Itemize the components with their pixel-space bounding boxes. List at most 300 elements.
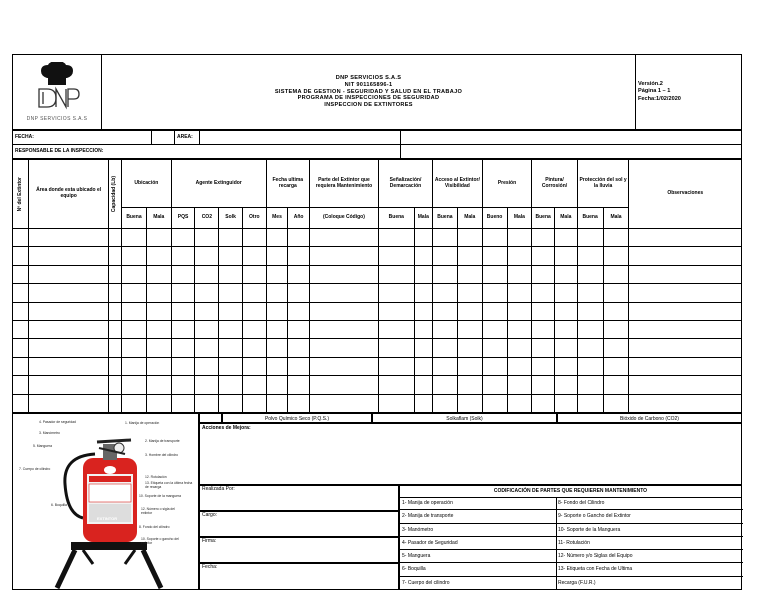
inspection-cell[interactable] [555, 284, 578, 302]
coding-item: 7- Cuerpo del cilindro [402, 579, 450, 586]
inspection-cell[interactable] [109, 357, 122, 375]
inspection-cell[interactable] [603, 376, 629, 394]
inspection-cell[interactable] [29, 265, 109, 283]
inspection-cell[interactable] [109, 284, 122, 302]
inspection-cell[interactable] [577, 357, 603, 375]
inspection-cell[interactable] [109, 376, 122, 394]
inspection-cell[interactable] [507, 284, 532, 302]
inspection-cell[interactable] [457, 302, 482, 320]
inspection-cell[interactable] [507, 357, 532, 375]
inspection-cell[interactable] [457, 247, 482, 265]
inspection-cell[interactable] [507, 229, 532, 247]
inspection-cell[interactable] [379, 284, 415, 302]
inspection-cell[interactable] [122, 247, 147, 265]
inspection-cell[interactable] [457, 284, 482, 302]
sub-codigo: (Coloque Código) [309, 208, 378, 229]
inspection-cell[interactable] [457, 357, 482, 375]
inspection-cell[interactable] [414, 339, 432, 357]
inspection-cell[interactable] [532, 376, 555, 394]
inspection-cell[interactable] [109, 320, 122, 338]
inspection-cell[interactable] [414, 265, 432, 283]
page-label: Página 1 – 1 [638, 88, 671, 95]
sub-presion-mala: Mala [507, 208, 532, 229]
inspection-cell[interactable] [288, 357, 310, 375]
inspection-cell[interactable] [577, 265, 603, 283]
inspection-cell[interactable] [555, 247, 578, 265]
col-parte: Parte del Extintor que requiera Mantenimiento [309, 160, 378, 208]
fecha-firma-field[interactable]: Fecha: [199, 563, 399, 590]
inspection-cell[interactable] [482, 320, 507, 338]
inspection-sheet [12, 54, 742, 590]
inspection-row [13, 302, 742, 320]
inspection-cell[interactable] [288, 284, 310, 302]
inspection-cell[interactable] [555, 229, 578, 247]
col-ubicacion: Ubicación [122, 160, 172, 208]
coding-item: Recarga (F.U.R.) [558, 579, 596, 586]
inspection-cell[interactable] [577, 302, 603, 320]
inspection-cell[interactable] [122, 357, 147, 375]
version-label: Versión.2 [638, 81, 663, 88]
coding-item: 4- Pasador de Seguridad [400, 537, 556, 550]
inspection-grid [12, 159, 742, 413]
inspection-cell[interactable] [629, 302, 742, 320]
inspection-cell[interactable] [603, 302, 629, 320]
inspection-row [13, 247, 742, 265]
inspection-cell[interactable] [532, 357, 555, 375]
inspection-cell[interactable] [122, 320, 147, 338]
inspection-cell[interactable] [171, 284, 195, 302]
inspection-cell[interactable] [13, 339, 29, 357]
inspection-cell[interactable] [146, 339, 171, 357]
inspection-cell[interactable] [13, 320, 29, 338]
inspection-cell[interactable] [379, 265, 415, 283]
inspection-cell[interactable] [507, 376, 532, 394]
inspection-cell[interactable] [122, 302, 147, 320]
inspection-cell[interactable] [146, 229, 171, 247]
inspection-cell[interactable] [414, 357, 432, 375]
inspection-cell[interactable] [195, 357, 219, 375]
inspection-cell[interactable] [433, 247, 458, 265]
coding-right-list [556, 497, 743, 590]
inspection-cell[interactable] [242, 320, 266, 338]
inspection-cell[interactable] [532, 302, 555, 320]
inspection-cell[interactable] [13, 265, 29, 283]
sub-otro: Otro [242, 208, 266, 229]
inspection-cell[interactable] [109, 339, 122, 357]
inspection-cell[interactable] [266, 357, 288, 375]
inspection-cell[interactable] [577, 229, 603, 247]
inspection-cell[interactable] [433, 320, 458, 338]
col-proteccion: Protección del sol y la lluvia [577, 160, 629, 208]
inspection-cell[interactable] [266, 284, 288, 302]
inspection-cell[interactable] [629, 229, 742, 247]
date-label: Fecha:1/02/2020 [638, 95, 681, 102]
inspection-cell[interactable] [433, 229, 458, 247]
inspection-cell[interactable] [242, 265, 266, 283]
inspection-cell[interactable] [603, 229, 629, 247]
inspection-cell[interactable] [13, 229, 29, 247]
inspection-cell[interactable] [122, 229, 147, 247]
col-area: Área donde esta ubicado el equipo [29, 160, 109, 229]
inspection-cell[interactable] [195, 394, 219, 412]
inspection-row [13, 320, 742, 338]
inspection-cell[interactable] [309, 376, 378, 394]
inspection-cell[interactable] [219, 265, 243, 283]
fecha-label: FECHA: [13, 131, 152, 145]
inspection-cell[interactable] [532, 339, 555, 357]
inspection-cell[interactable] [532, 284, 555, 302]
inspection-cell[interactable] [482, 357, 507, 375]
inspection-cell[interactable] [379, 320, 415, 338]
inspection-cell[interactable] [219, 284, 243, 302]
inspection-cell[interactable] [146, 376, 171, 394]
coding-item: 13- Etiqueta con Fecha de Ultima [556, 563, 743, 576]
inspection-cell[interactable] [457, 394, 482, 412]
sub-pintura-mala: Mala [555, 208, 578, 229]
inspection-cell[interactable] [603, 265, 629, 283]
inspection-cell[interactable] [629, 320, 742, 338]
inspection-cell[interactable] [219, 247, 243, 265]
label-hombre-cilindro: 3. Hombre del cilindro [145, 452, 178, 457]
coding-item: 8- Fondo del Cilindro [556, 497, 743, 510]
inspection-cell[interactable] [109, 229, 122, 247]
inspection-cell[interactable] [195, 229, 219, 247]
inspection-cell[interactable] [122, 376, 147, 394]
firma-field[interactable]: Firma: [199, 537, 399, 563]
inspection-cell[interactable] [122, 265, 147, 283]
inspection-cell[interactable] [29, 357, 109, 375]
inspection-cell[interactable] [195, 302, 219, 320]
inspection-cell[interactable] [555, 394, 578, 412]
inspection-cell[interactable] [122, 284, 147, 302]
inspection-cell[interactable] [288, 247, 310, 265]
inspection-cell[interactable] [309, 357, 378, 375]
inspection-cell[interactable] [266, 320, 288, 338]
inspection-cell[interactable] [171, 357, 195, 375]
logo-cell [13, 55, 102, 130]
inspection-cell[interactable] [433, 339, 458, 357]
inspection-cell[interactable] [482, 229, 507, 247]
chef-hat-logo-icon [27, 62, 87, 116]
inspection-cell[interactable] [146, 394, 171, 412]
inspection-cell[interactable] [171, 376, 195, 394]
col-observaciones: Observaciones [629, 160, 742, 229]
inspection-cell[interactable] [379, 247, 415, 265]
inspection-cell[interactable] [433, 284, 458, 302]
inspection-cell[interactable] [219, 376, 243, 394]
inspection-cell[interactable] [603, 357, 629, 375]
inspection-cell[interactable] [577, 394, 603, 412]
coding-item: 9- Soporte o Gancho del Extintor [556, 510, 743, 523]
inspection-row [13, 357, 742, 375]
inspection-cell[interactable] [577, 339, 603, 357]
inspection-cell[interactable] [532, 247, 555, 265]
label-manguera: 5. Manguera [33, 443, 53, 448]
inspection-cell[interactable] [507, 302, 532, 320]
inspection-cell[interactable] [577, 320, 603, 338]
inspection-cell[interactable] [507, 265, 532, 283]
inspection-cell[interactable] [242, 339, 266, 357]
legend-co2: Bióxido de Carbono (CO2) [557, 413, 742, 423]
inspection-cell[interactable] [171, 320, 195, 338]
inspection-cell[interactable] [242, 229, 266, 247]
inspection-cell[interactable] [482, 376, 507, 394]
legend-spacer [199, 413, 222, 423]
inspection-cell[interactable] [29, 229, 109, 247]
inspection-cell[interactable] [171, 339, 195, 357]
inspection-cell[interactable] [457, 229, 482, 247]
inspection-cell[interactable] [309, 339, 378, 357]
inspection-cell[interactable] [309, 320, 378, 338]
inspection-cell[interactable] [414, 376, 432, 394]
inspection-cell[interactable] [195, 265, 219, 283]
label-etiqueta: 13. Etiqueta con la última fecha de recarga [145, 480, 193, 489]
inspection-cell[interactable] [242, 376, 266, 394]
label-soporte-manguera: 10. Soporte de la manguera [139, 493, 182, 498]
inspection-cell[interactable] [433, 302, 458, 320]
inspection-cell[interactable] [288, 265, 310, 283]
inspection-cell[interactable] [629, 339, 742, 357]
inspection-cell[interactable] [219, 320, 243, 338]
inspection-cell[interactable] [414, 247, 432, 265]
inspection-cell[interactable] [266, 339, 288, 357]
inspection-cell[interactable] [629, 284, 742, 302]
inspection-cell[interactable] [29, 302, 109, 320]
inspection-cell[interactable] [219, 302, 243, 320]
inspection-cell[interactable] [482, 247, 507, 265]
inspection-cell[interactable] [414, 229, 432, 247]
inspection-cell[interactable] [309, 229, 378, 247]
label-rotulacion: 12. Rotulación [145, 474, 167, 479]
responsable-field[interactable] [401, 145, 742, 159]
inspection-cell[interactable] [146, 320, 171, 338]
sub-presion-bueno: Bueno [482, 208, 507, 229]
inspection-cell[interactable] [219, 339, 243, 357]
inspection-cell[interactable] [414, 302, 432, 320]
coding-item: 1- Manija de operación [400, 497, 556, 510]
inspection-cell[interactable] [309, 302, 378, 320]
sub-co2: CO2 [195, 208, 219, 229]
inspection-cell[interactable] [13, 357, 29, 375]
inspection-cell[interactable] [379, 339, 415, 357]
inspection-cell[interactable] [603, 320, 629, 338]
inspection-cell[interactable] [457, 339, 482, 357]
inspection-cell[interactable] [555, 357, 578, 375]
inspection-cell[interactable] [379, 302, 415, 320]
inspection-cell[interactable] [195, 284, 219, 302]
inspection-cell[interactable] [577, 376, 603, 394]
inspection-cell[interactable] [309, 284, 378, 302]
inspection-cell[interactable] [507, 394, 532, 412]
cargo-field[interactable]: Cargo: [199, 511, 399, 537]
inspection-cell[interactable] [603, 247, 629, 265]
coding-item: 2- Manija de transporte [400, 510, 556, 523]
area-field[interactable] [200, 131, 401, 145]
inspection-cell[interactable] [309, 265, 378, 283]
inspection-cell[interactable] [242, 302, 266, 320]
inspection-cell[interactable] [266, 229, 288, 247]
sub-ano: Año [288, 208, 310, 229]
inspection-cell[interactable] [29, 339, 109, 357]
inspection-cell[interactable] [146, 265, 171, 283]
inspection-cell[interactable] [171, 265, 195, 283]
area-label: AREA: [175, 131, 200, 145]
inspection-cell[interactable] [482, 284, 507, 302]
label-boquilla: 6. Boquilla [51, 502, 67, 507]
coding-item: 12- Número y/o Siglas del Equipo [556, 550, 743, 563]
acciones-mejora-field[interactable]: Acciones de Mejora: [199, 423, 742, 485]
inspection-cell[interactable] [266, 265, 288, 283]
inspection-cell[interactable] [195, 320, 219, 338]
inspection-cell[interactable] [122, 394, 147, 412]
inspection-cell[interactable] [288, 302, 310, 320]
inspection-cell[interactable] [629, 247, 742, 265]
inspection-cell[interactable] [532, 320, 555, 338]
inspection-cell[interactable] [379, 229, 415, 247]
inspection-cell[interactable] [171, 394, 195, 412]
coding-item: 11- Rotulación [556, 537, 743, 550]
inspection-cell[interactable] [146, 357, 171, 375]
inspection-cell[interactable] [507, 247, 532, 265]
title-line-5: INSPECCION DE EXTINTORES [324, 102, 413, 109]
inspection-cell[interactable] [13, 302, 29, 320]
inspection-cell[interactable] [482, 265, 507, 283]
inspection-cell[interactable] [195, 376, 219, 394]
info-blank [401, 131, 742, 145]
inspection-cell[interactable] [288, 229, 310, 247]
inspection-cell[interactable] [288, 376, 310, 394]
label-manija-operacion: 1. Manija de operación [125, 420, 160, 425]
inspection-cell[interactable] [146, 302, 171, 320]
inspection-cell[interactable] [13, 247, 29, 265]
coding-table [399, 485, 742, 590]
inspection-cell[interactable] [555, 320, 578, 338]
inspection-cell[interactable] [629, 357, 742, 375]
inspection-cell[interactable] [309, 247, 378, 265]
inspection-cell[interactable] [555, 265, 578, 283]
label-numero-sigla: 12. Número o sigla del extintor [141, 506, 175, 515]
inspection-cell[interactable] [532, 394, 555, 412]
inspection-cell[interactable] [122, 339, 147, 357]
inspection-cell[interactable] [219, 229, 243, 247]
inspection-cell[interactable] [29, 284, 109, 302]
inspection-cell[interactable] [629, 394, 742, 412]
inspection-cell[interactable] [29, 247, 109, 265]
inspection-cell[interactable] [379, 394, 415, 412]
realizada-por-field[interactable]: Realizada Por: [199, 485, 399, 511]
inspection-cell[interactable] [482, 302, 507, 320]
inspection-row [13, 376, 742, 394]
document-title [102, 55, 636, 130]
inspection-cell[interactable] [577, 247, 603, 265]
inspection-cell[interactable] [171, 229, 195, 247]
inspection-cell[interactable] [629, 376, 742, 394]
inspection-cell[interactable] [507, 320, 532, 338]
inspection-cell[interactable] [109, 265, 122, 283]
inspection-cell[interactable] [266, 247, 288, 265]
inspection-cell[interactable] [242, 394, 266, 412]
inspection-cell[interactable] [414, 320, 432, 338]
inspection-cell[interactable] [219, 394, 243, 412]
fecha-field[interactable] [152, 131, 175, 145]
header-table [12, 54, 742, 130]
sub-proteccion-buena: Buena [577, 208, 603, 229]
inspection-cell[interactable] [482, 339, 507, 357]
inspection-row [13, 229, 742, 247]
inspection-cell[interactable] [288, 339, 310, 357]
legend-pqs: Polvo Químico Seco (P.Q.S.) [222, 413, 372, 423]
inspection-cell[interactable] [603, 284, 629, 302]
inspection-cell[interactable] [532, 229, 555, 247]
inspection-cell[interactable] [309, 394, 378, 412]
inspection-cell[interactable] [629, 265, 742, 283]
inspection-cell[interactable] [577, 284, 603, 302]
inspection-cell[interactable] [13, 284, 29, 302]
inspection-cell[interactable] [109, 247, 122, 265]
inspection-cell[interactable] [288, 320, 310, 338]
inspection-cell[interactable] [482, 394, 507, 412]
inspection-cell[interactable] [457, 376, 482, 394]
coding-item: 3- Manómetro [400, 524, 556, 537]
inspection-cell[interactable] [146, 284, 171, 302]
inspection-cell[interactable] [29, 320, 109, 338]
inspection-cell[interactable] [242, 247, 266, 265]
label-pasador: 4. Pasador de seguridad [39, 419, 76, 424]
inspection-cell[interactable] [266, 394, 288, 412]
inspection-cell[interactable] [13, 376, 29, 394]
inspection-cell[interactable] [555, 339, 578, 357]
inspection-cell[interactable] [109, 302, 122, 320]
inspection-cell[interactable] [433, 357, 458, 375]
inspection-cell[interactable] [29, 394, 109, 412]
inspection-cell[interactable] [603, 394, 629, 412]
inspection-cell[interactable] [414, 284, 432, 302]
inspection-cell[interactable] [507, 339, 532, 357]
inspection-cell[interactable] [457, 265, 482, 283]
inspection-cell[interactable] [414, 394, 432, 412]
inspection-cell[interactable] [433, 265, 458, 283]
inspection-cell[interactable] [195, 247, 219, 265]
inspection-cell[interactable] [171, 247, 195, 265]
inspection-cell[interactable] [555, 302, 578, 320]
inspection-cell[interactable] [242, 357, 266, 375]
logo-subtext: DNP SERVICIOS S.A.S [26, 115, 88, 122]
inspection-cell[interactable] [379, 357, 415, 375]
inspection-cell[interactable] [146, 247, 171, 265]
title-line-3: SISTEMA DE GESTION - SEGURIDAD Y SALUD EN EL TRABAJO [274, 88, 463, 95]
inspection-cell[interactable] [433, 376, 458, 394]
inspection-cell[interactable] [288, 394, 310, 412]
inspection-cell[interactable] [242, 284, 266, 302]
inspection-cell[interactable] [109, 394, 122, 412]
inspection-cell[interactable] [29, 376, 109, 394]
inspection-cell[interactable] [171, 302, 195, 320]
inspection-cell[interactable] [555, 376, 578, 394]
inspection-cell[interactable] [266, 302, 288, 320]
inspection-cell[interactable] [379, 376, 415, 394]
inspection-cell[interactable] [457, 320, 482, 338]
inspection-row [13, 284, 742, 302]
inspection-cell[interactable] [219, 357, 243, 375]
inspection-cell[interactable] [195, 339, 219, 357]
inspection-cell[interactable] [266, 376, 288, 394]
inspection-cell[interactable] [603, 339, 629, 357]
inspection-cell[interactable] [532, 265, 555, 283]
inspection-cell[interactable] [13, 394, 29, 412]
inspection-row [13, 265, 742, 283]
inspection-cell[interactable] [433, 394, 458, 412]
inspection-row [13, 339, 742, 357]
